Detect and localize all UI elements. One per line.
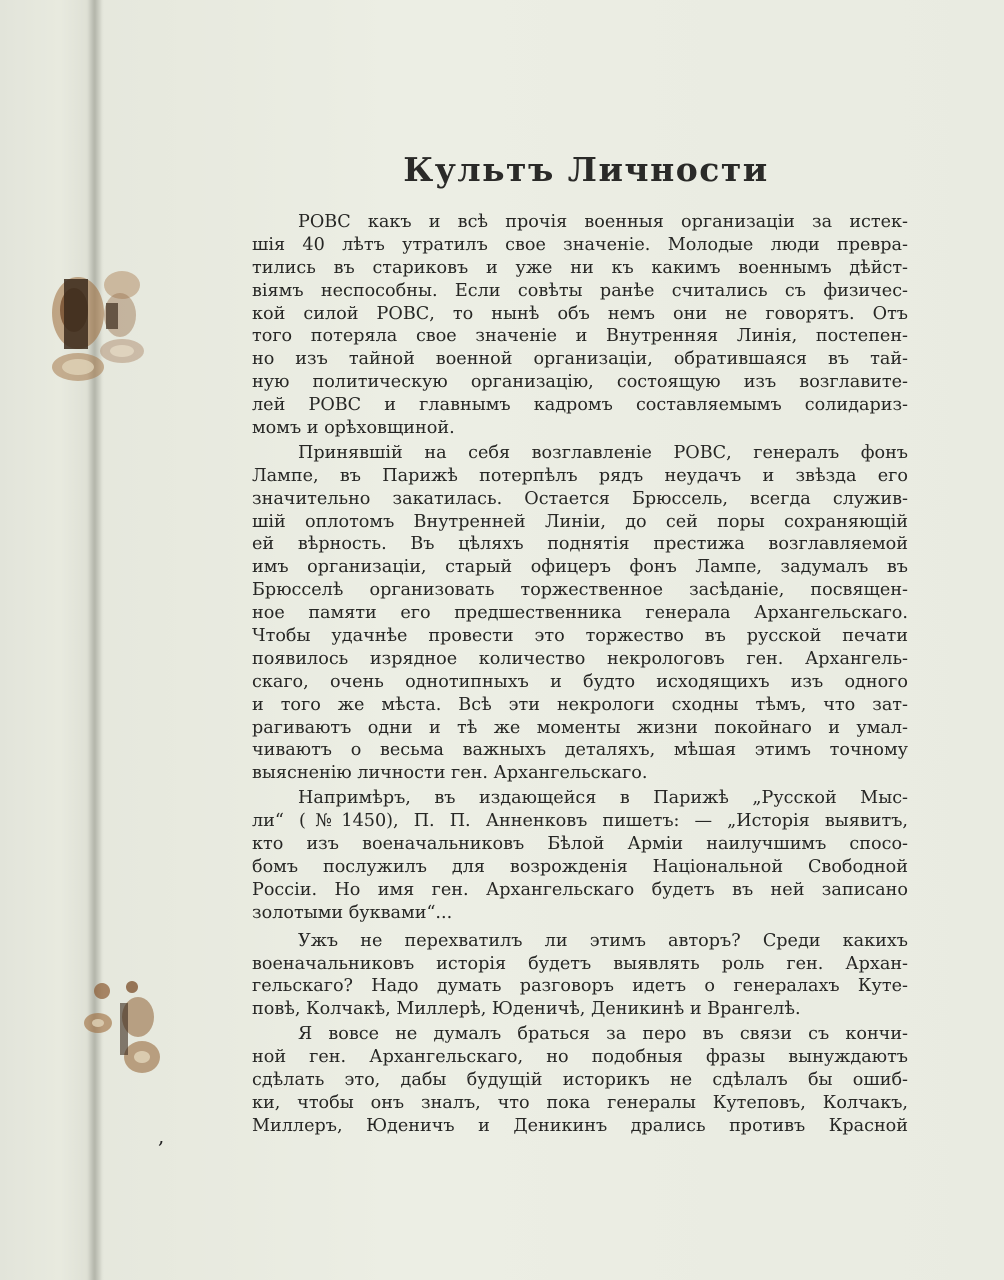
- text-line: военачальниковъ исторія будетъ выявлять роль ген. Архан-: [252, 953, 908, 974]
- text-line: ную политическую организацію, состоящую изъ возглавите-: [252, 372, 908, 393]
- text-line: Чтобы удачнѣе провести это торжество въ русской печати: [252, 626, 908, 647]
- text-line: Принявшій на себя возглавленіе РОВС, генералъ фонъ: [298, 442, 908, 463]
- text-line: ки, чтобы онъ зналъ, что пока генералы Кутеповъ, Колчакъ,: [252, 1092, 908, 1113]
- text-line: значительно закатилась. Остается Брюссель, всегда служив-: [252, 488, 908, 509]
- text-line: повѣ, Колчакѣ, Миллерѣ, Юденичѣ, Деникинѣ и Врангелѣ.: [252, 999, 801, 1020]
- article: [252, 150, 908, 1140]
- text-line: ной ген. Архангельскаго, но подобныя фразы вынуждаютъ: [252, 1047, 908, 1068]
- text-line: имъ организаціи, старый офицеръ фонъ Лампе, задумалъ въ: [252, 557, 908, 578]
- margin-mark: ,: [158, 1124, 165, 1148]
- text-line: ное памяти его предшественника генерала Архангельскаго.: [252, 603, 908, 624]
- text-line: кой силой РОВС, то нынѣ объ немъ они не говорятъ. Отъ: [252, 303, 908, 324]
- text-line: Миллеръ, Юденичъ и Деникинъ дрались противъ Красной: [252, 1115, 908, 1136]
- text-line: бомъ послужилъ для возрожденія Національной Свободной: [252, 856, 908, 877]
- text-line: Брюсселѣ организовать торжественное засѣданіе, посвящен-: [252, 580, 908, 601]
- text-line: тились въ стариковъ и уже ни къ какимъ военнымъ дѣйст-: [252, 257, 908, 278]
- text-line: Я вовсе не думалъ браться за перо въ связи съ кончи-: [298, 1024, 908, 1045]
- text-line: гельскаго? Надо думать разговоръ идетъ о генералахъ Куте-: [252, 976, 908, 997]
- paragraph-4: [252, 930, 908, 1022]
- upper-binding-stain: [26, 255, 156, 390]
- lower-binding-stain: [76, 975, 172, 1085]
- text-line: появилось изрядное количество некрологовъ ген. Архангель-: [252, 648, 908, 669]
- text-line: и того же мѣста. Всѣ эти некрологи сходны тѣмъ, что зат-: [252, 694, 908, 715]
- text-line: того потеряла свое значеніе и Внутренняя Линія, постепен-: [252, 326, 908, 347]
- article-title: Культъ Личности: [403, 150, 769, 189]
- text-line: выясненію личности ген. Архангельскаго.: [252, 763, 648, 784]
- text-line: Лампе, въ Парижѣ потерпѣлъ рядъ неудачъ и звѣзда его: [252, 465, 908, 486]
- paragraph-5: [252, 1023, 908, 1137]
- text-line: момъ и орѣховщиной.: [252, 418, 455, 439]
- text-line: Россіи. Но имя ген. Архангельскаго будетъ въ ней записано: [252, 879, 908, 900]
- text-line: Напримѣръ, въ издающейся в Парижѣ „Русской Мыс-: [298, 788, 908, 809]
- text-line: лей РОВС и главнымъ кадромъ составляемымъ солидариз-: [252, 395, 908, 416]
- text-line: рагиваютъ одни и тѣ же моменты жизни покойнаго и умал-: [252, 717, 908, 738]
- text-line: шія 40 лѣтъ утратилъ свое значеніе. Молодые люди превра-: [252, 234, 908, 255]
- text-line: РОВС какъ и всѣ прочія военныя организаціи за истек-: [298, 212, 908, 232]
- text-line: скаго, очень однотипныхъ и будто исходящихъ изъ одного: [252, 671, 908, 692]
- text-line: шій оплотомъ Внутренней Линіи, до сей поры сохраняющій: [252, 511, 908, 532]
- text-line: віямъ неспособны. Если совѣты ранѣе считались съ физичес-: [252, 280, 908, 301]
- text-line: ей вѣрность. Въ цѣляхъ поднятія престижа возглавляемой: [252, 534, 908, 555]
- text-line: но изъ тайной военной организаціи, обратившаяся въ тай-: [252, 349, 908, 370]
- text-line: Ужъ не перехватилъ ли этимъ авторъ? Среди какихъ: [298, 930, 908, 951]
- text-line: кто изъ военачальниковъ Бѣлой Арміи наилучшимъ спосо-: [252, 834, 908, 855]
- binding-spine-shadow: [88, 0, 102, 1280]
- paragraph-3: [252, 787, 908, 924]
- text-line: ли“ (№1450), П. П. Анненковъ пишетъ: — „Исторія выявитъ,: [252, 811, 908, 832]
- text-line: сдѣлать это, дабы будущій историкъ не сдѣлалъ бы ошиб-: [252, 1069, 908, 1090]
- text-line: чиваютъ о весьма важныхъ деталяхъ, мѣшая этимъ точному: [252, 740, 908, 761]
- paragraph-1: [252, 211, 908, 440]
- paragraph-2: [252, 442, 908, 785]
- text-line: золотыми буквами“...: [252, 902, 453, 923]
